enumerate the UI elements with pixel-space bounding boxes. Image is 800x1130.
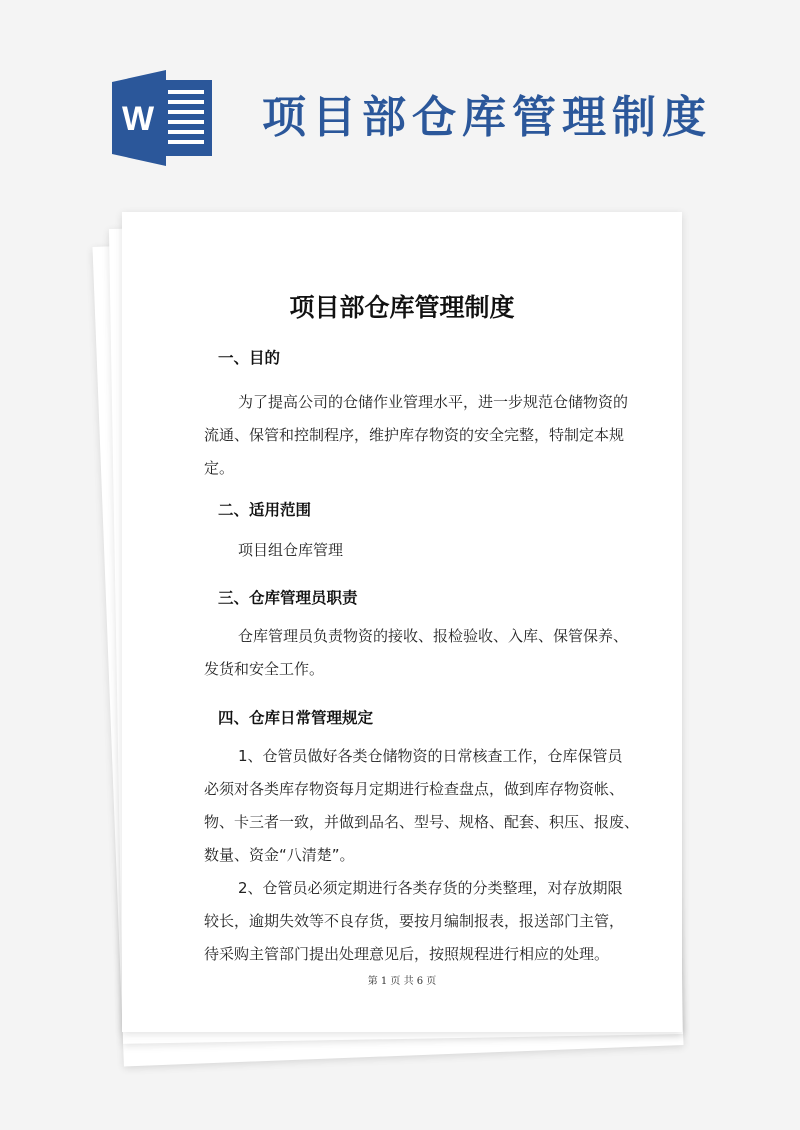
document-title: 项目部仓库管理制度 (289, 293, 515, 322)
text-line: 待采购主管部门提出处理意见后，按照规程进行相应的处理。 (204, 945, 610, 963)
svg-text:W: W (121, 100, 155, 138)
section-paragraph (204, 386, 629, 485)
section-heading: 四、仓库日常管理规定 (218, 709, 374, 727)
text-line: 发货和安全工作。 (204, 660, 325, 678)
text-line: 为了提高公司的仓储作业管理水平，进一步规范仓储物资的 (238, 393, 629, 411)
page-number-footer: 第 1 页 共 6 页 (367, 976, 437, 987)
text-line: 仓库管理员负责物资的接收、报检验收、入库、保管保养、 (238, 627, 629, 645)
section-paragraph (204, 740, 640, 971)
text-line: 2、仓管员必须定期进行各类存货的分类整理，对存放期限 (238, 879, 623, 897)
text-line: 定。 (204, 459, 235, 477)
document-page (122, 212, 682, 1032)
banner-title: 项目部仓库管理制度 (262, 92, 712, 143)
text-line: 项目组仓库管理 (238, 541, 344, 559)
text-line: 物、卡三者一致，并做到品名、型号、规格、配套、积压、报废、 (204, 813, 640, 831)
text-line: 流通、保管和控制程序，维护库存物资的安全完整，特制定本规 (204, 426, 625, 444)
text-line: 1、仓管员做好各类仓储物资的日常核查工作，仓库保管员 (238, 747, 623, 765)
section-heading: 二、适用范围 (218, 501, 312, 519)
section-heading: 三、仓库管理员职责 (218, 589, 358, 607)
section-heading: 一、目的 (218, 349, 281, 367)
text-line: 较长，逾期失效等不良存货，要按月编制报表，报送部门主管， (204, 912, 625, 930)
word-logo-icon (110, 70, 216, 166)
text-line: 数量、资金“八清楚”。 (204, 846, 355, 864)
section-paragraph (204, 534, 624, 567)
section-paragraph (204, 620, 629, 686)
text-line: 必须对各类库存物资每月定期进行检查盘点，做到库存物资帐、 (204, 780, 625, 798)
